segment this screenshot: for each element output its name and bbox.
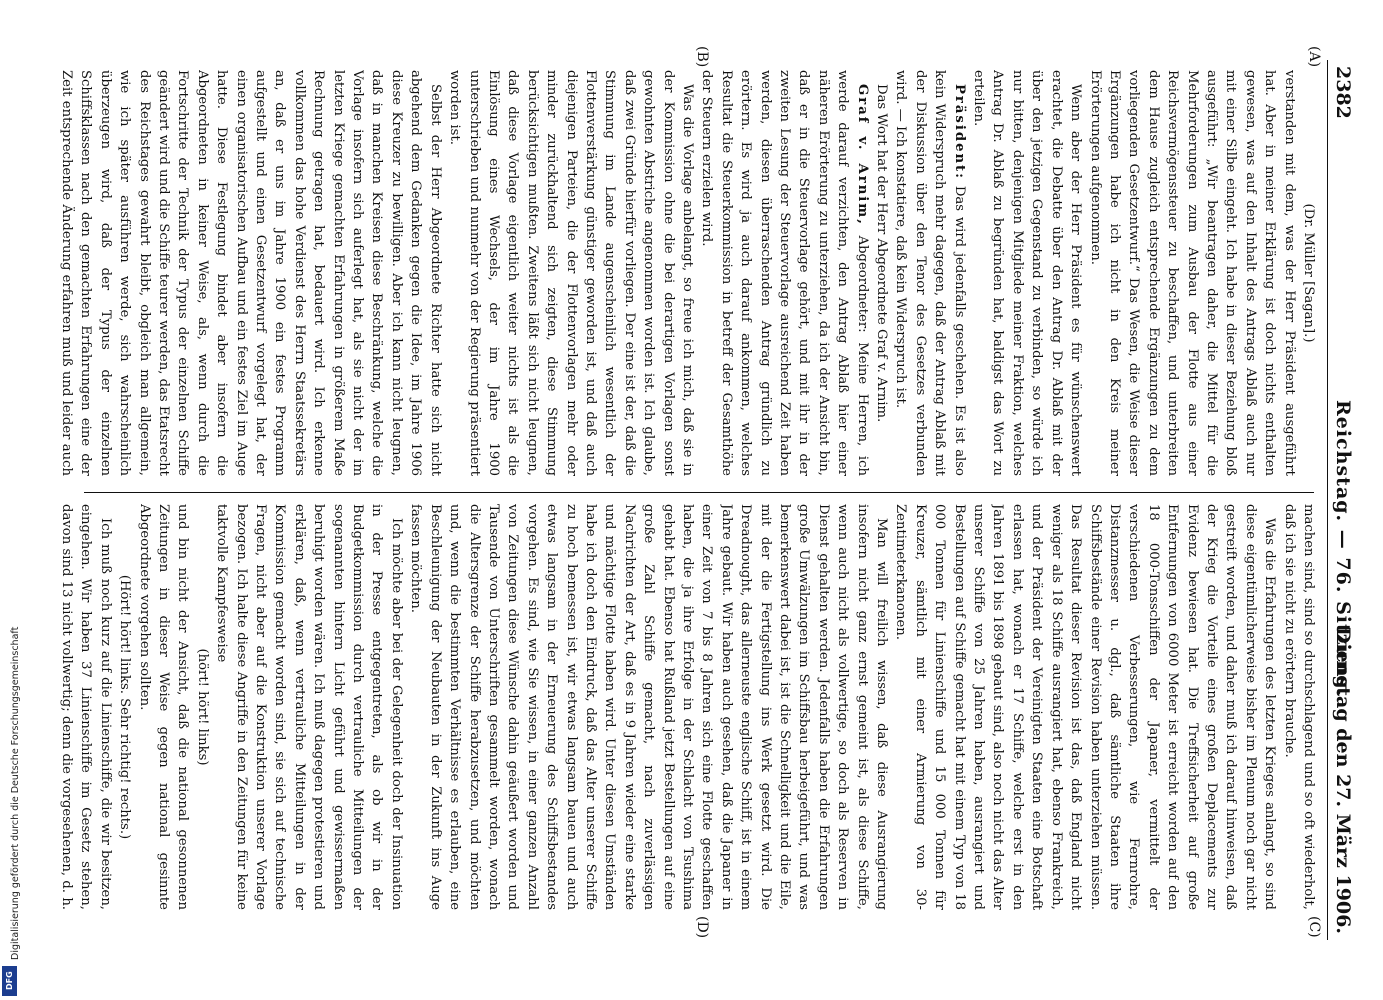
paragraph: verstanden mit dem, was der Herr Präsident ausgeführt hat. Aber in meiner Erklärung ist doch nichts enthalten gewesen, was auf den Inhalt des Antrags Ablaß auch nur mit einer Silbe eingeht. Ich habe in dieser Beziehung bloß ausgeführt: „Wir beantragen daher, die Mittel für die Mehrforderungen zum Ausbau der Flotte aus einer Reichsvermögenssteuer zu beschaffen, und unterbreiten dem Hause zugleich entsprechende Ergänzungen zu dem vorliegenden Gesetzentwurf.“ Das Wesen, die Weise dieser Ergänzungen habe ich nicht in den Kreis meiner Erörterungen aufgenommen. — [1087, 70, 1297, 476]
paragraph — [697, 70, 872, 476]
speech-text: Abgeordneter: Meine Herren, ich werde darauf verzichten, den Antrag Ablaß hier einer näheren Erörterung zu unterziehen, da ich der Ansicht bin, daß er in die Steuervorlage gehört, und mit ihr in der zweiten Lesung der Steuervorlage ausreichend Zeit haben werden, diesen überraschenden Antrag gründlich zu erörtern. Es wird ja auch darauf ankommen, welches Resultat die Steuerkommission in betreff der Gesamthöhe der Steuern erzielen wird. — [699, 70, 870, 476]
paragraph: Was die Erfahrungen des letzten Krieges anlangt, so sind diese eigentümlicherweise bisher im Plenum noch gar nicht gestreift worden, und daher muß ich darauf hinweisen, daß der Krieg die Vorteile eines großen Deplacements zur Evidenz bewiesen hat. Die Treffsicherheit auf große Entfernungen von 6000 Meter ist erreicht worden auf den 18 000-Tonsschiffen der Japaner, vermittelt der verschiedenen Verbesserungen, wie Fernrohre, Distanzmesser u. dgl., daß sämtliche Staaten ihre Schiffsbestände einer Revision haben unterziehen müssen. Das Resultat dieser Revision ist das, daß England nicht weniger als 18 Schiffe ausrangiert hat, ebenso Frankreich, und der Präsident der Vereinigten Staaten eine Botschaft erlassen hat, wonach er 17 Schiffe, welche erst in den Jahren 1891 bis 1898 gebaut sind, also noch nicht das Alter unserer Schiffe von 25 Jahren haben, ausrangiert und Bestellungen auf Schiffe gemacht hat mit einem Typ von 18 000 Tonnen für Linienschiffe und 15 000 Tonnen für Kreuzer, sämtlich mit einer Armierung von 30-Zentimeterkanonen. — [893, 504, 1278, 910]
paragraph: machen sind, sind so durchschlagend und so oft wiederholt, daß ich sie nicht zu erörtern brauche. — [1281, 504, 1316, 910]
speaker-reference: (Dr. Müller [Sagan].) — [1301, 203, 1316, 343]
speaker-name: Graf v. Arnim, — [854, 84, 870, 226]
paragraph: Man will freilich wissen, daß diese Ausrangierung insofern nicht ganz ernst gemeint ist, als diese Schiffe, wenn auch nicht als vollwertige, so doch als Reserven in Dienst gehalten werden. Jedenfalls haben die Erfahrungen große Umwälzungen im Schiffsbau herbeigeführt, und was bemerkenswert dabei ist, ist die Schnelligkeit und die Eile, mit der die Fertigstellung ins Werk gesetzt wird. Die Dreadnought, das allerneuste englische Schiff, ist in einem Jahre gebaut. Wir haben auch gesehen, daß die Japaner in einer Zeit von 7 bis 8 Jahren sich eine Flotte geschaffen haben, die ja ihre Erfolge in der Schlacht von Tsushima gehabt hat. Ebenso hat Rußland jetzt Bestellungen auf eine große Zahl Schiffe gemacht, nach zuverlässigen Nachrichten der Art, daß es in 9 Jahren wieder eine starke und mächtige Flotte haben wird. Unter diesen Umständen habe ich doch den Eindruck, daß das Alter unserer Schiffe zu hoch bemessen ist, wir etwas langsam bauen und auch etwas langsam in der Erneuerung des Schiffsbestandes vorgehen. Es sind, wie Sie wissen, in einer ganzen Anzahl von Zeitungen diese Wünsche dahin geäußert worden und Tausende von Unterschriften gesammelt worden, wonach die Altersgrenze der Schiffe herabzusetzen, und möchten und, wenn die bestimmten Verhältnisse es erlauben, eine Beschleunigung der Neubauten in der Zukunft ins Auge fassen möchten. — [408, 504, 890, 910]
right-column — [58, 504, 1318, 910]
page-number: 2382 — [1332, 66, 1354, 119]
paragraph: Das Wort hat der Herr Abgeordnete Graf v. Arnim. — [874, 84, 890, 423]
margin-mark-d: (D) — [694, 916, 710, 939]
left-column — [58, 70, 1318, 476]
printed-page — [58, 46, 1358, 940]
dfg-logo-icon: DFG — [2, 966, 17, 996]
page-date: Dienstag den 27. März 1906. — [1332, 626, 1354, 934]
paragraph: Was die Vorlage anbelangt, so freue ich mich, daß sie in der Kommission ohne die bei derartigen Vorlagen sonst gewohnten Abstriche angenommen worden ist. Ich glaube, daß zwei Gründe hierfür vorliegen. Der eine ist der, daß die Stimmung im Lande augenscheinlich wesentlich der Flottenverstärkung günstiger geworden ist, und daß auch diejenigen Parteien, die der Flottenvorlagen mehr oder minder zurückhaltend sich zeigten, diese Stimmung berücksichtigen mußten. Zweitens läßt sich nicht leugnen, daß diese Vorlage eigentlich weiter nichts ist als die Einlösung eines Wechsels, der im Jahre 1900 unterschrieben und nunmehr von der Regierung präsentiert worden ist. — [447, 70, 695, 476]
paragraph: und bin nicht der Ansicht, daß die national gesonnenen Zeitungen in dieser Weise gegen national gesinnte Abgeordnete vorgehen sollten. — [136, 504, 191, 910]
paragraph: Ich möchte aber bei der Gelegenheit doch der Insinuation in der Presse entgegentreten, als ob wir in der Budgetkommission durch vertrauliche Mitteilungen der sogenannten hintern Licht geführt und gewissermaßen beruhigt worden wären. Ich muß dagegen protestieren und erklären, daß, wenn vertrauliche Mitteilungen in der Kommission gemacht worden sind, sie sich auf technische Fragen, nicht aber auf die Konstruktion unserer Vorlage bezogen. Ich halte diese Angriffe in den Zeitungen für keine taktvolle Kampfesweise — [214, 504, 404, 910]
paragraph: Ich muß noch kurz auf die Linienschiffe, die wir besitzen, eingehen. Wir haben 37 Linienschiffe im Gesetz stehen, davon sind 13 nicht vollwertig; denn die vorgesehenen, d. h. — [59, 504, 113, 910]
margin-mark-c: (C) — [1306, 916, 1322, 938]
paragraph — [891, 70, 969, 476]
dfg-credit-text: Digitalisierung gefördert durch die Deutsche Forschungsgemeinschaft — [10, 626, 21, 960]
margin-mark-b: (B) — [694, 46, 710, 68]
paragraph: Wenn aber der Herr Präsident es für wünschenswert erachtet, die Debatte über den Antrag Dr. Ablaß mit der über den jetzigen Gegenstand zu verbinden, so würde ich nur bitten, denjenigen Mitgliede meiner Fraktion, welches Antrag Dr. Ablaß zu begründen hat, baldigst das Wort zu erteilen. — [971, 70, 1084, 476]
margin-mark-a: (A) — [1306, 46, 1322, 68]
paragraph: Selbst der Herr Abgeordnete Richter hatte sich nicht abgehend dem Gedanken gegen die Idee, im Jahre 1906 diese Kreuzer zu bewilligen. Aber ich kann nicht leugnen, daß in manchen Kreisen diese Beschränkung, welche die Vorlage insofern sich auferlegt hat, als sie nicht der im letzten Kriege gemachten Erfahrungen in größerem Maße Rechnung getragen hat, bedauert wird. Ich erkenne vollkommen das hohe Verdienst des Herrn Staatssekretärs an, daß er uns im Jahre 1900 ein festes Programm aufgestellt und einen Gesetzentwurf vorgelegt hat, der einen organisatorischen Aufbau und ein festes Ziel im Auge hatte. Diese Festlegung bindet aber insofern die Abgeordneten in keiner Weise, als, wenn durch die Fortschritte der Technik der Typus der einzelnen Schiffe geändert wird und die Schiffe teurer werden, das Etatsrecht des Reichstages gewahrt bleibt, obgleich man allgemein, wie ich später ausführen werde, sich wahrscheinlich überzeugen wird, daß der Typus der einzelnen Schiffsklassen nach den gemachten Erfahrungen eine der Zeit entsprechende Änderung erfahren muß und leider auch — [59, 70, 443, 476]
column-divider — [84, 492, 1314, 493]
side-credit — [0, 0, 20, 1000]
speaker-name: Präsident: — [951, 84, 967, 181]
audience-reaction: (hört! hört! links) — [194, 648, 210, 766]
audience-reaction: (Hört! hört! links. Sehr richtig! rechts.) — [117, 574, 133, 840]
page-title: Reichstag. — 76. Sitzung. — [1332, 400, 1354, 698]
page-header — [1327, 60, 1358, 940]
speech-text: Das wird jedenfalls geschehen. Es ist also kein Widerspruch mehr dagegen, daß der Antrag Ablaß mit der Diskussion über den Tenor des Gesetzes verbunden wird. — Ich konstatiere, daß kein Widerspruch ist. — [893, 70, 967, 476]
